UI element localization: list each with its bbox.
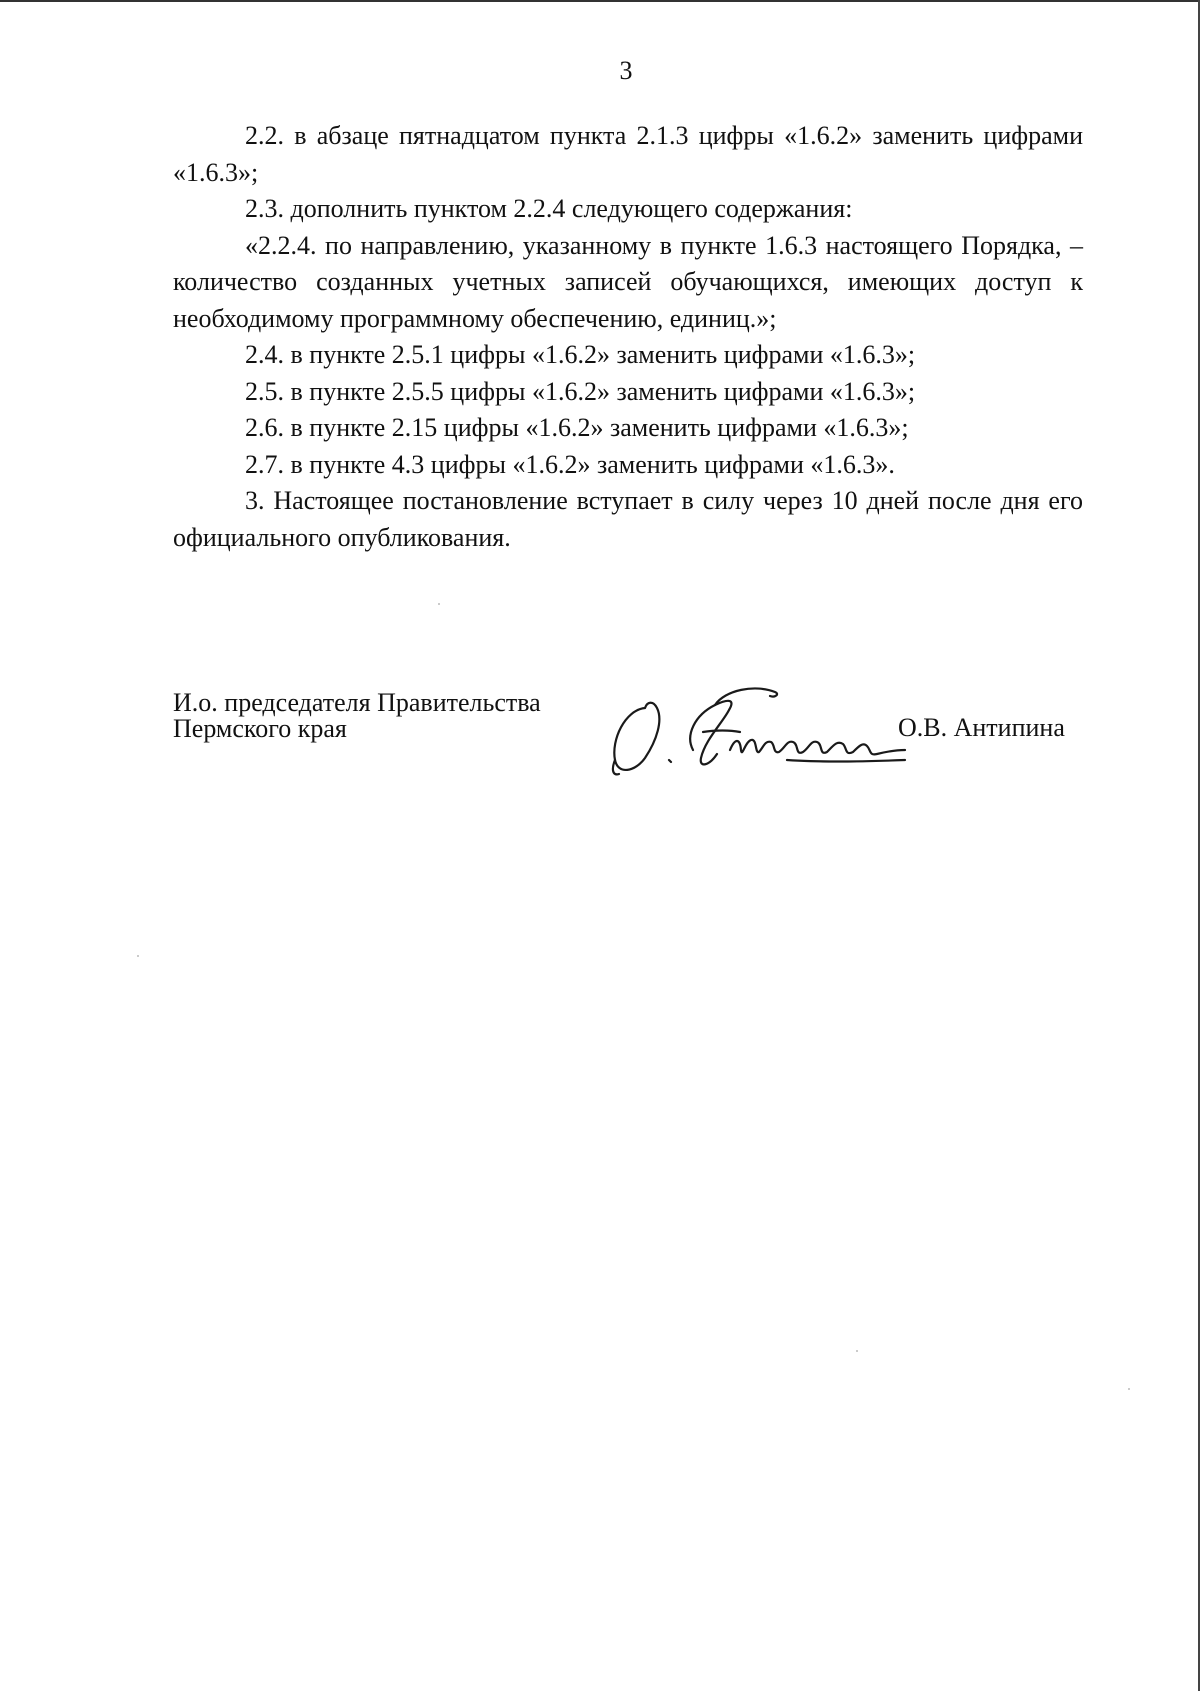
signatory-position-line1: И.о. председателя Правительства <box>173 688 541 717</box>
page-number: 3 <box>619 56 633 85</box>
paragraph-2-7: 2.7. в пункте 4.3 цифры «1.6.2» заменить цифрами «1.6.3». <box>245 449 895 479</box>
paragraph-2-5: 2.5. в пункте 2.5.5 цифры «1.6.2» заменить цифрами «1.6.3»; <box>245 376 916 406</box>
signatory-position <box>173 690 541 742</box>
paragraph-2-3: 2.3. дополнить пунктом 2.2.4 следующего содержания: <box>245 194 853 223</box>
scan-edge-top <box>0 0 1200 2</box>
signer-name: О.В. Антипина <box>898 713 1065 742</box>
paragraph-2-2: 2.2. в абзаце пятнадцатом пункта 2.1.3 цифры «1.6.2» заменить цифрами «1.6.3»; <box>173 121 1083 187</box>
handwritten-signature <box>605 680 935 780</box>
paragraph-2-4: 2.4. в пункте 2.5.1 цифры «1.6.2» заменить цифрами «1.6.3»; <box>245 340 916 369</box>
paragraph-2-2-4-quote: «2.2.4. по направлению, указанному в пункте 1.6.3 настоящего Порядка, – количество созданных учетных записей обучающихся, имеющих доступ к необходимому программному обеспечению, единиц.»; <box>173 230 1083 333</box>
paragraph-2-6: 2.6. в пункте 2.15 цифры «1.6.2» заменить цифрами «1.6.3»; <box>245 413 909 442</box>
scan-speck <box>137 955 139 957</box>
scan-speck <box>438 603 440 605</box>
paragraph-3: 3. Настоящее постановление вступает в силу через 10 дней после дня его официального опубликования. <box>173 486 1083 552</box>
document-body <box>173 118 1083 556</box>
signatory-position-line2: Пермского края <box>173 714 347 743</box>
scan-speck <box>1128 1388 1130 1390</box>
scan-speck <box>856 1350 858 1352</box>
